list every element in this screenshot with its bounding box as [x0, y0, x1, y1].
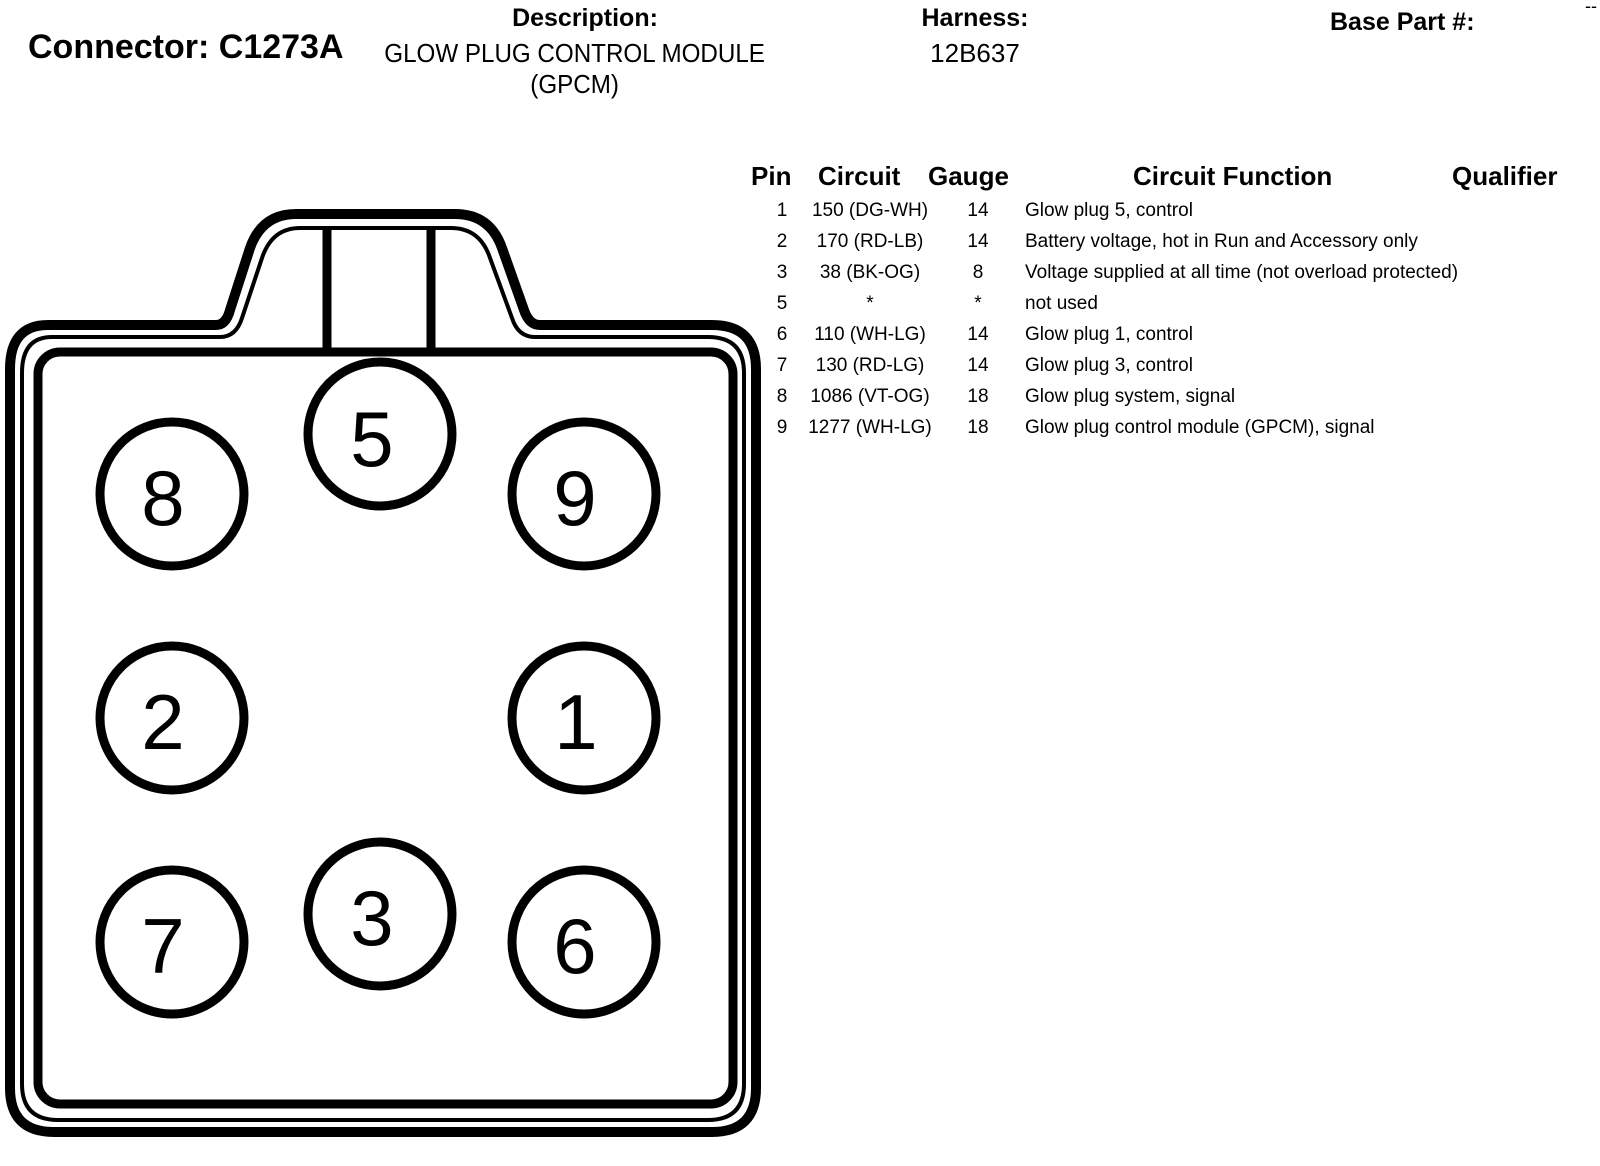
table-cell-pin: 7 [776, 355, 788, 376]
pin-cavity-3 [308, 842, 452, 986]
table-cell-circuit: 110 (WH-LG) [814, 324, 926, 345]
table-cell-function: Glow plug 5, control [1025, 200, 1193, 221]
col-header-pin: Pin [751, 161, 792, 191]
harness-value: 12B637 [930, 38, 1020, 68]
description-line-2: (GPCM) [530, 69, 619, 99]
pin-cavity-9 [512, 422, 656, 566]
table-cell-gauge: 18 [967, 386, 989, 407]
table-cell-circuit: 150 (DG-WH) [811, 200, 929, 221]
table-cell-gauge: 14 [967, 200, 989, 221]
table-cell-pin: 5 [776, 293, 788, 314]
pin-cavity-5 [308, 362, 452, 506]
col-header-function: Circuit Function [1133, 161, 1333, 191]
corner-mark: -- [1585, 0, 1597, 16]
table-cell-circuit: * [866, 293, 874, 314]
table-cell-pin: 2 [776, 231, 788, 252]
pin-cavity-7 [100, 870, 244, 1014]
pin-number-8: 8 [141, 454, 185, 542]
pin-number-9: 9 [553, 454, 597, 542]
table-cell-gauge: 14 [967, 355, 989, 376]
table-cell-circuit: 170 (RD-LB) [816, 231, 924, 252]
pin-number-1: 1 [554, 678, 598, 766]
table-cell-pin: 3 [776, 262, 788, 283]
pin-cavity-1 [512, 646, 656, 790]
table-cell-pin: 8 [776, 386, 788, 407]
table-cell-gauge: 18 [967, 417, 989, 438]
harness-heading: Harness: [921, 4, 1029, 32]
pin-number-2: 2 [141, 678, 185, 766]
table-cell-circuit: 1086 (VT-OG) [810, 386, 930, 407]
col-header-circuit: Circuit [818, 161, 901, 191]
pin-number-7: 7 [141, 902, 185, 990]
col-header-qualifier: Qualifier [1452, 161, 1558, 191]
pin-number-3: 3 [350, 874, 394, 962]
table-cell-function: Battery voltage, hot in Run and Accessory only [1025, 231, 1418, 252]
connector-id-label: Connector: C1273A [28, 28, 344, 66]
pin-cavity-8 [100, 422, 244, 566]
pin-cavity-6 [512, 870, 656, 1014]
pin-number-5: 5 [350, 395, 394, 483]
table-cell-gauge: 14 [967, 324, 989, 345]
base-part-heading: Base Part #: [1330, 8, 1475, 36]
pin-number-6: 6 [553, 902, 597, 990]
table-cell-pin: 9 [776, 417, 788, 438]
table-cell-function: not used [1025, 293, 1098, 314]
connector-face-diagram [0, 0, 780, 1166]
table-cell-pin: 6 [776, 324, 788, 345]
pin-cavity-2 [100, 646, 244, 790]
table-cell-function: Glow plug control module (GPCM), signal [1025, 417, 1375, 438]
table-cell-gauge: 14 [967, 231, 989, 252]
table-cell-gauge: 8 [972, 262, 984, 283]
pin-cavities [100, 362, 656, 1014]
table-cell-circuit: 130 (RD-LG) [815, 355, 925, 376]
description-line-1: GLOW PLUG CONTROL MODULE [384, 38, 765, 68]
table-cell-function: Glow plug 3, control [1025, 355, 1193, 376]
table-cell-function: Voltage supplied at all time (not overload protected) [1025, 262, 1459, 283]
table-cell-function: Glow plug system, signal [1025, 386, 1236, 407]
table-cell-pin: 1 [776, 200, 788, 221]
table-cell-circuit: 38 (BK-OG) [819, 262, 921, 283]
col-header-gauge: Gauge [928, 161, 1009, 191]
description-heading: Description: [512, 4, 658, 32]
table-cell-circuit: 1277 (WH-LG) [808, 417, 932, 438]
table-cell-gauge: * [974, 293, 982, 314]
table-cell-function: Glow plug 1, control [1025, 324, 1193, 345]
